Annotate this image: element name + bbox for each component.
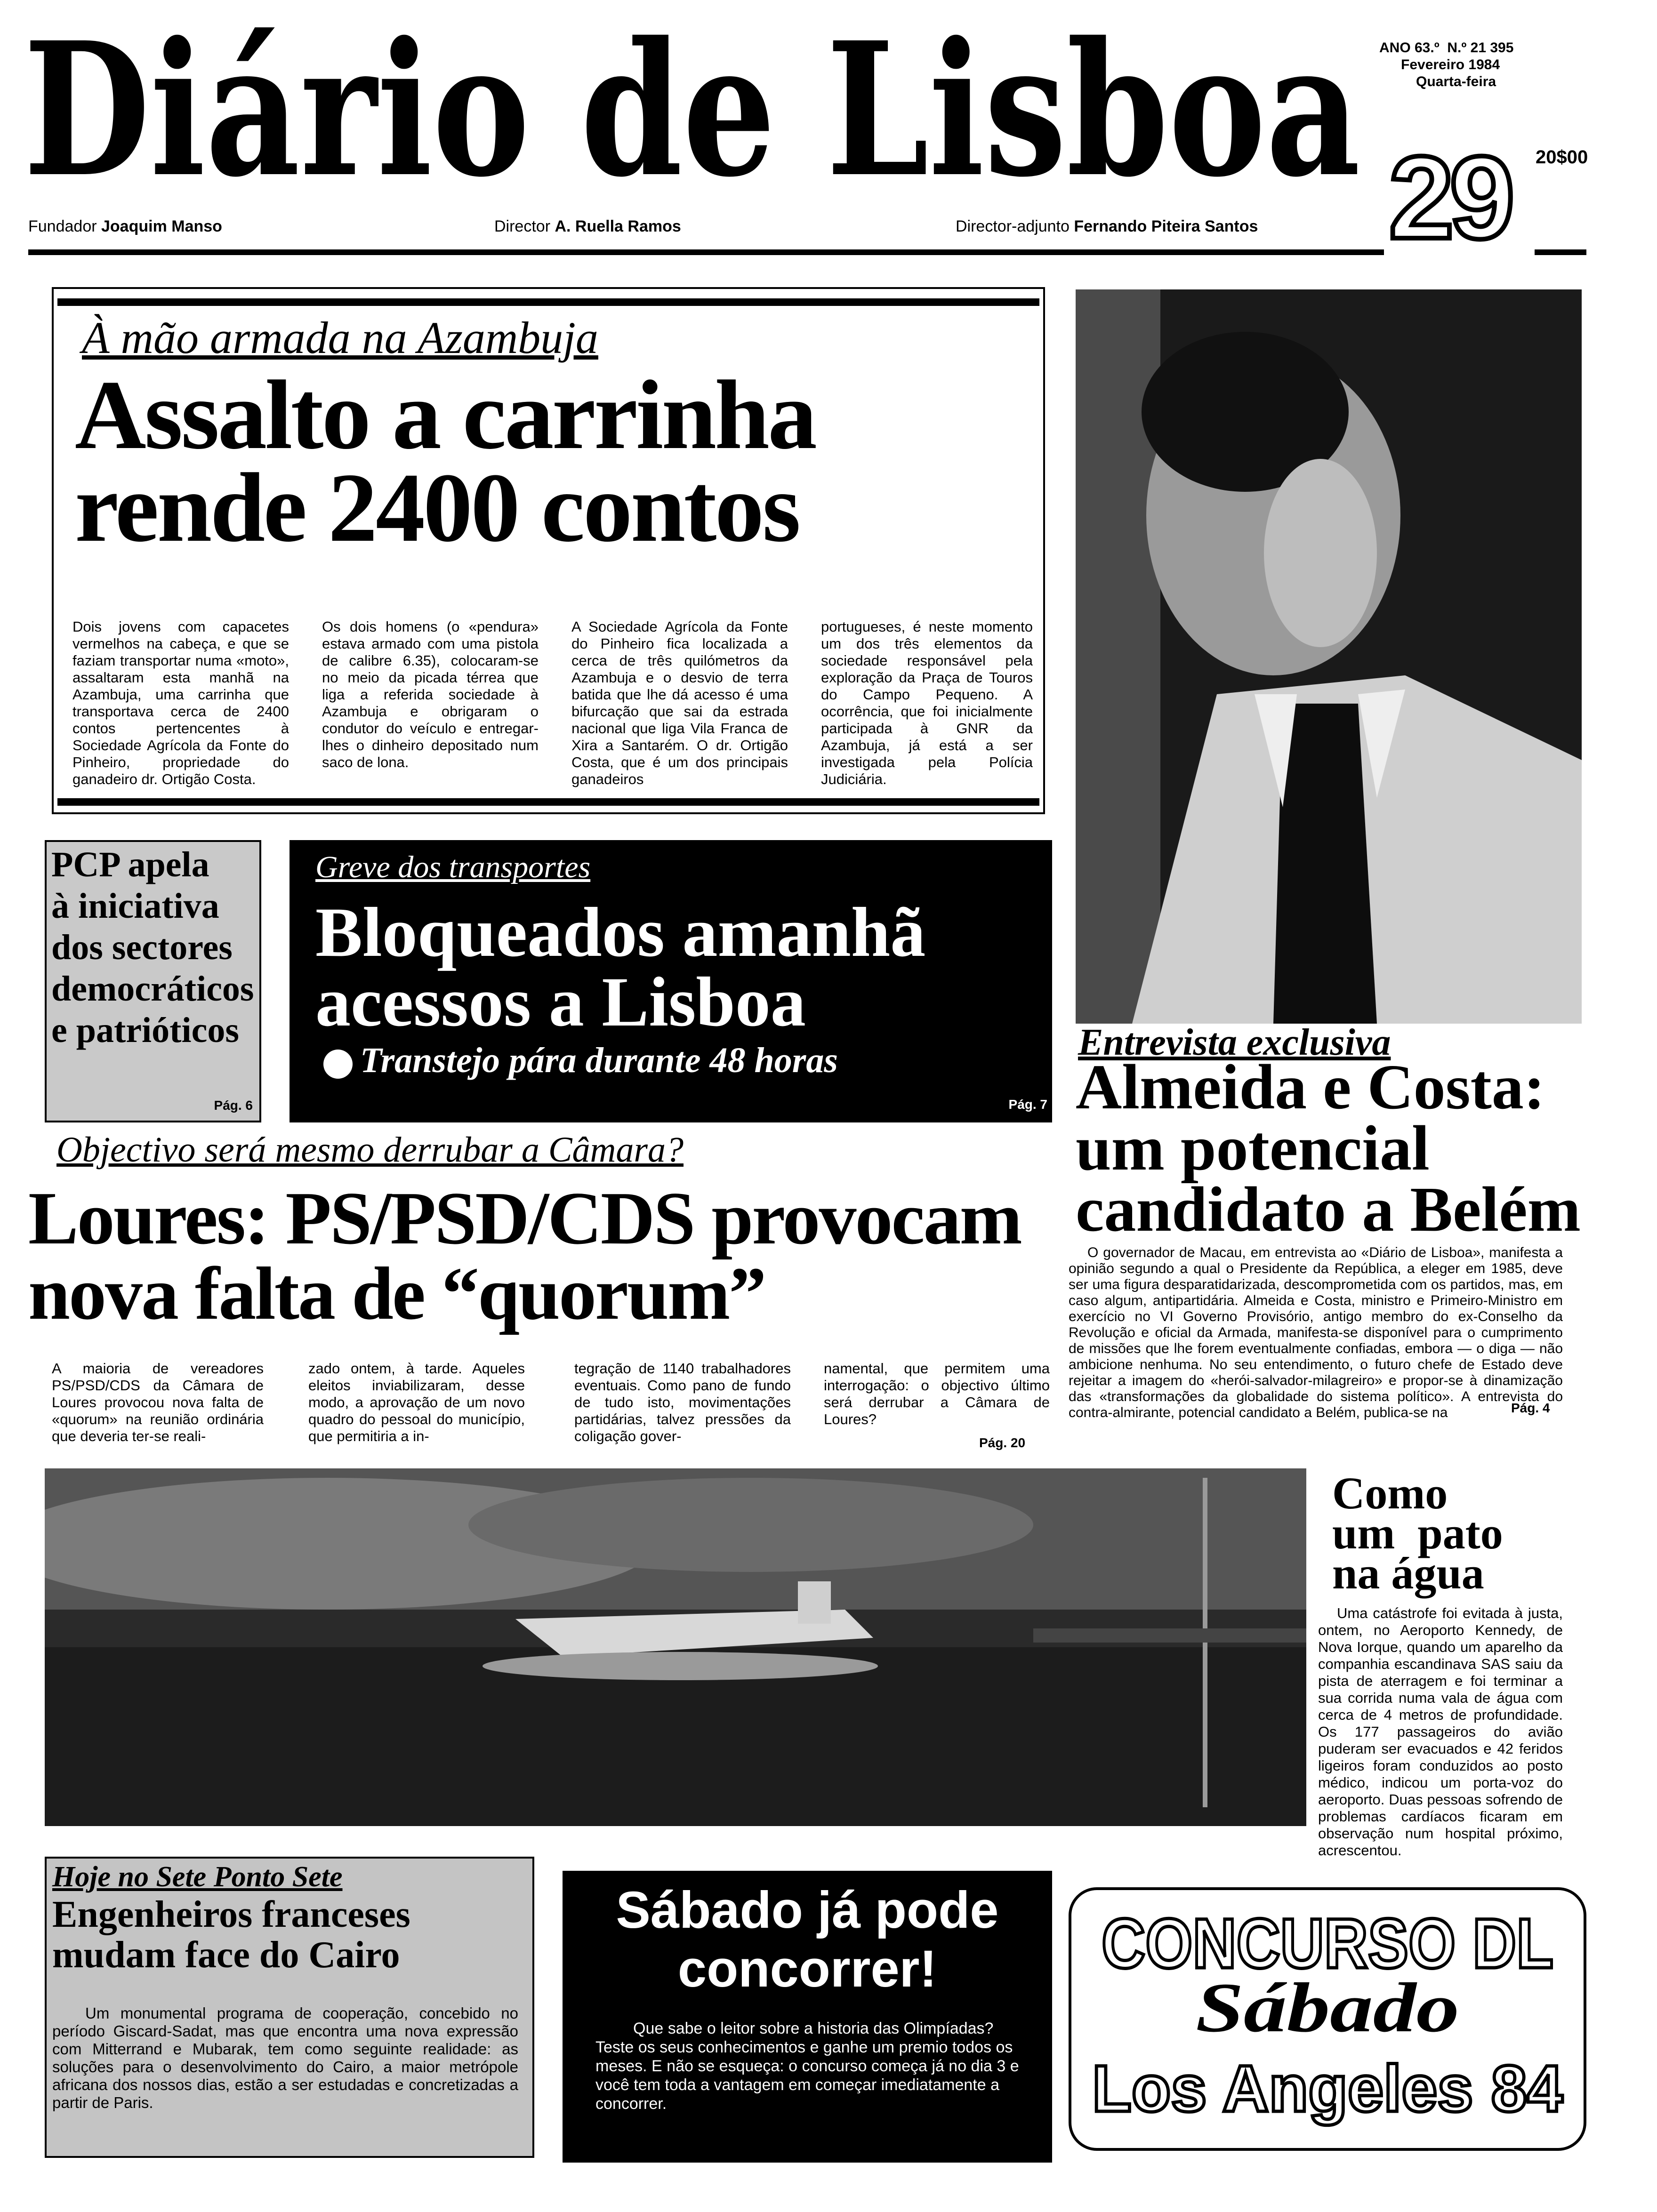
airplane-photo — [45, 1468, 1306, 1826]
lead-headline-2: rende 2400 contos — [75, 453, 799, 562]
lead-bottom-rule — [57, 798, 1039, 806]
concurso-line-3: Los Angeles 84 — [1092, 2052, 1563, 2125]
portrait-photo — [1076, 289, 1582, 1024]
pcp-line-3: dos sectores — [51, 928, 233, 967]
sabado-headline-2: concorrer! — [677, 1940, 937, 1998]
cairo-kicker: Hoje no Sete Ponto Sete — [52, 1861, 343, 1893]
lead-top-rule — [57, 298, 1039, 306]
sabado-box — [563, 1871, 1052, 2163]
greve-page: Pág. 7 — [1008, 1097, 1047, 1112]
cairo-body — [52, 2004, 518, 2112]
concurso-logo — [1069, 1887, 1586, 2151]
greve-headline-2: acessos a Lisboa — [315, 963, 806, 1041]
greve-box — [290, 840, 1052, 1122]
concurso-artwork — [1071, 1890, 1584, 2148]
concurso-line-2: Sábado — [1196, 1969, 1459, 2047]
founder-label: Fundador — [28, 217, 97, 235]
loures-headline-2: nova falta de “quorum” — [28, 1251, 765, 1335]
greve-kicker: Greve dos transportes — [315, 850, 591, 884]
pato-headline-2: um pato — [1332, 1508, 1503, 1558]
issue-price: 20$00 — [1536, 147, 1588, 168]
masthead-logo — [19, 9, 1365, 216]
interview-headline-2: um potencial — [1076, 1113, 1430, 1184]
lead-col-3: A Sociedade Agrícola da Fonte do Pinheiro fica localizada a cerca de três quilómetros da Azambuja e o desvio de terra batida que lhe dá acesso é uma bifurcação que sai da estrada nacional que liga Vila Franca de Xira a Santarém. O dr. Ortigão Costa, que é um dos principais ganadeiros — [571, 618, 788, 787]
director-name: A. Ruella Ramos — [555, 217, 681, 235]
pato-text: Uma catástrofe foi evitada à justa, ontem, no Aeroporto Kennedy, de Nova Iorque, quando um aparelho da companhia escandinava SAS saiu da pista de aterragem e foi terminar a sua corrida numa vala de água com cerca de 4 metros de profundidade. Os 177 passageiros do avião puderam ser evacuados e 42 feridos ligeiros foram conduzidos ao posto médico, indicou um porta-voz do aeroporto. Duas pessoas sofrendo de problemas cardíacos ficaram em observação num hospital próximo, acrescentou. — [1318, 1605, 1563, 1859]
founder-name: Joaquim Manso — [101, 217, 222, 235]
greve-headline-1: Bloqueados amanhã — [315, 893, 926, 971]
sabado-body: Que sabe o leitor sobre a historia das Olimpíadas? Teste os seus conhecimentos e ganhe um premio todos os meses. E não se esqueça: o concurso começa já no dia 3 e você tem toda a vantagem em começar imediatamente a concorrer. — [595, 2020, 1019, 2113]
lead-col-1: Dois jovens com capacetes vermelhos na cabeça, e que se faziam transportar numa «moto», assaltaram esta manhã na Azambuja, uma carrinha que transportava cerca de 2400 contos pertencentes à Sociedade Agrícola da Fonte do Pinheiro, propriedade do ganadeiro dr. Ortigão Costa. — [72, 618, 289, 787]
pcp-box — [45, 840, 261, 1122]
issue-month: Fevereiro 1984 — [1401, 57, 1500, 72]
deputy-label: Director-adjunto — [956, 217, 1070, 235]
interview-body — [1069, 1245, 1563, 1421]
pcp-line-2: à iniciativa — [51, 886, 219, 926]
lead-story-box — [52, 287, 1045, 814]
greve-sub: Transtejo pára durante 48 horas — [360, 1041, 838, 1080]
loures-page: Pág. 20 — [979, 1435, 1026, 1450]
concurso-line-1: CONCURSO DL — [1102, 1904, 1553, 1983]
masthead-rule — [28, 249, 1384, 255]
director-label: Director — [494, 217, 551, 235]
masthead-title: Diário de Lisboa — [24, 9, 1360, 216]
loures-col-4: namental, que permitem uma interrogação: o objectivo último será derrubar a Câmara de Loures? — [824, 1360, 1050, 1427]
lead-col-2: Os dois homens (o «pendura» estava armado com uma pistola de calibre 6.35), colocaram-se no meio da picada térrea que liga a referida sociedade à Azambuja e obrigaram o condutor do veículo e entregar-lhes o dinheiro depositado num saco de lona. — [322, 618, 539, 770]
masthead-rule-right — [1535, 249, 1586, 255]
cairo-headline-2: mudam face do Cairo — [52, 1934, 400, 1976]
bullet-icon — [323, 1050, 353, 1079]
loures-kicker: Objectivo será mesmo derrubar a Câmara? — [56, 1130, 684, 1170]
interview-text: O governador de Macau, em entrevista ao «Diário de Lisboa», manifesta a opinião segundo a qual o Presidente da República, a eleger em 1985, deve ser uma figura desparatidarizada, descomprometida com os partidos, mas, em caso algum, antipartidária. Almeida e Costa, ministro e Primeiro-Ministro em exercício no VI Governo Provisório, antigo membro do ex-Conselho da Revolução e oficial da Armada, manifesta-se disponível para o cumprimento de missões que lhe forem eventualmente confiadas, embora — o diga — não ambicione nenhuma. No seu entendimento, o futuro chefe de Estado deve rejeitar a imagem do «herói-salvador-milagreiro» e propor-se à dinamização das «transformações da globalidade do sistema político». A entrevista do contra-almirante, potencial candidato a Belém, publica-se na — [1069, 1245, 1563, 1420]
airplane-illustration — [45, 1468, 1306, 1826]
issue-number: N.º 21 395 — [1447, 40, 1514, 56]
sabado-headline-1: Sábado já pode — [616, 1881, 999, 1939]
loures-headline-1: Loures: PS/PSD/CDS provocam — [28, 1176, 1021, 1260]
interview-page: Pág. 4 — [1511, 1401, 1550, 1415]
interview-headline-1: Almeida e Costa: — [1076, 1052, 1545, 1122]
pato-headline-3: na água — [1332, 1548, 1484, 1598]
portrait-illustration — [1076, 289, 1582, 1024]
interview-kicker: Entrevista exclusiva — [1078, 1022, 1391, 1063]
issue-info — [1379, 40, 1558, 90]
lead-kicker: À mão armada na Azambuja — [82, 313, 598, 363]
issue-weekday: Quarta-feira — [1416, 74, 1496, 89]
cairo-text: Um monumental programa de cooperação, concebido no período Giscard-Sadat, mas que encontra uma nova expressão com Mitterrand e Mubarak, tem como seguinte realidade: as soluções para o desenvolvimento do Cairo, a maior metrópole africana dos nossos dias, estão a ser estudadas e concretizadas a partir de Paris. — [52, 2004, 518, 2111]
cairo-box — [45, 1857, 534, 2158]
pcp-line-1: PCP apela — [51, 845, 209, 884]
pcp-line-5: e patrióticos — [51, 1010, 239, 1050]
issue-year: ANO 63.º — [1379, 40, 1440, 56]
loures-col-2: zado ontem, à tarde. Aqueles eleitos inviabilizaram, desse modo, a aprovação de um novo quadro do pessoal do município, que permitiria a in- — [308, 1360, 525, 1444]
lead-col-4: portugueses, é neste momento um dos três elementos da sociedade responsável pela exploração da Praça de Touros do Campo Pequeno. A ocorrência, que foi inicialmente participada à GNR da Azambuja, já está a ser investigada pela Polícia Judiciária. — [821, 618, 1033, 787]
lead-headline-1: Assalto a carrinha — [75, 361, 815, 470]
issue-day: 29 — [1389, 132, 1511, 263]
pcp-page: Pág. 6 — [214, 1098, 253, 1113]
pato-body — [1318, 1605, 1563, 1859]
masthead-credits — [28, 217, 1365, 238]
cairo-headline-1: Engenheiros franceses — [52, 1894, 410, 1935]
loures-col-1: A maioria de vereadores PS/PSD/CDS da Câmara de Loures provocou nova falta de «quorum» na reunião ordinária que deveria ter-se reali- — [52, 1360, 264, 1444]
deputy-name: Fernando Piteira Santos — [1074, 217, 1258, 235]
pato-headline-1: Como — [1332, 1468, 1448, 1518]
loures-col-3: tegração de 1140 trabalhadores eventuais. Como pano de fundo de tudo isto, movimentações partidárias, talvez pressões da coligação gover- — [574, 1360, 791, 1444]
pcp-line-4: democráticos — [51, 969, 254, 1009]
interview-headline-3: candidato a Belém — [1076, 1174, 1581, 1245]
